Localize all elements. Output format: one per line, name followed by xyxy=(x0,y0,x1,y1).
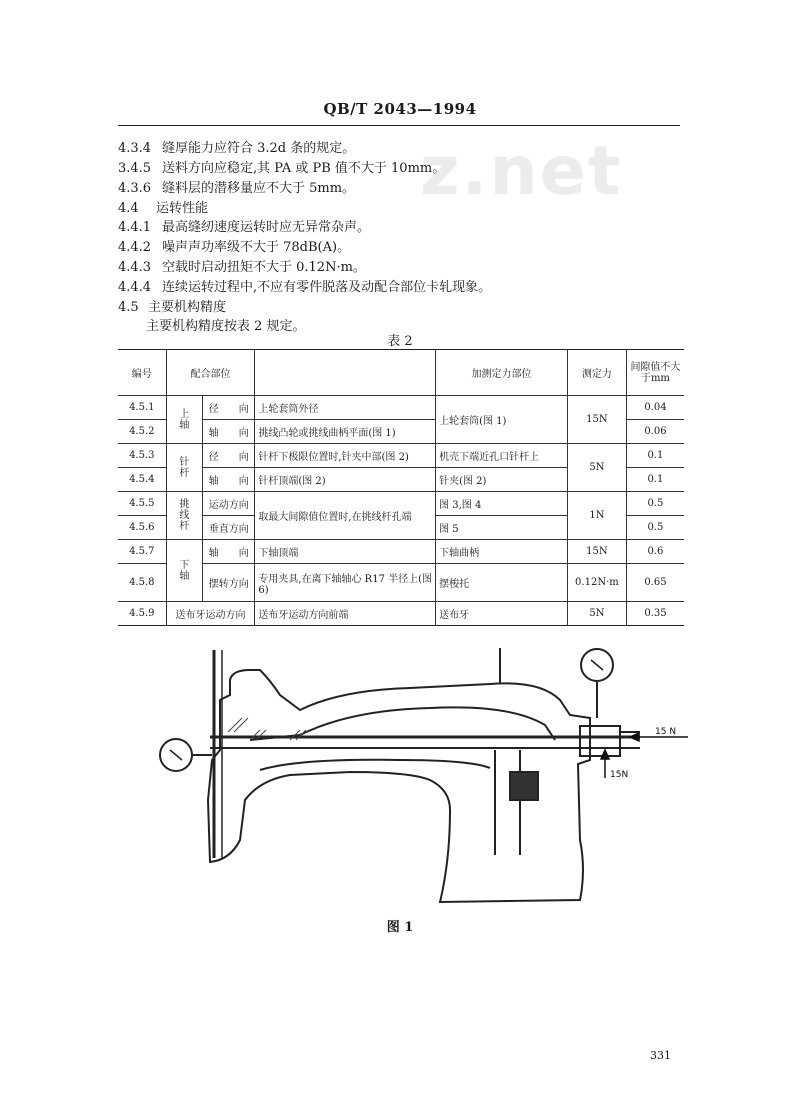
dial-gauge-right xyxy=(581,649,613,718)
cell-dir: 轴 向 xyxy=(203,468,255,492)
clause-4-4-4: 4.4.4 连续运转过程中,不应有零件脱落及动配合部位卡轧现象。 xyxy=(118,280,492,295)
cell-load: 上轮套筒(图 1) xyxy=(436,396,568,444)
cell-dir: 径 向 xyxy=(203,396,255,420)
cell-load: 送布牙 xyxy=(436,602,568,626)
cell-desc: 针杆顶端(图 2) xyxy=(255,468,436,492)
presser-block xyxy=(510,772,538,800)
cell-desc: 下轴顶端 xyxy=(255,540,436,564)
clause-4-4: 4.4 运转性能 xyxy=(118,201,209,216)
table-row xyxy=(118,540,684,564)
table-row xyxy=(118,564,684,602)
cell-desc: 专用夹具,在离下轴轴心 R17 半径上(图 6) xyxy=(255,564,436,602)
header-part: 配合部位 xyxy=(166,350,255,396)
cell-gap: 0.5 xyxy=(626,516,684,540)
cell-gap: 0.65 xyxy=(626,564,684,602)
page-number: 331 xyxy=(650,1049,671,1062)
cell-gap: 0.35 xyxy=(626,602,684,626)
watermark: z.net xyxy=(420,132,623,211)
cell-part: 送布牙运动方向 xyxy=(166,602,255,626)
intro-text: 主要机构精度按表 2 规定。 xyxy=(146,319,306,334)
cell-num: 4.5.9 xyxy=(118,602,166,626)
cell-desc: 取最大间隙值位置时,在挑线杆孔端 xyxy=(255,492,436,540)
cell-group: 针杆 xyxy=(166,444,203,492)
force-label-down: 15N xyxy=(610,770,629,780)
arm-inner-contour xyxy=(250,707,555,740)
cell-desc: 送布牙运动方向前端 xyxy=(255,602,436,626)
dial-gauge-left xyxy=(160,739,212,771)
cell-group: 挑线杆 xyxy=(166,492,203,540)
cell-num: 4.5.7 xyxy=(118,540,166,564)
cell-dir: 垂直方向 xyxy=(203,516,255,540)
standard-code: QB/T 2043—1994 xyxy=(323,100,477,118)
figure-caption: 图 1 xyxy=(386,920,414,935)
cell-desc: 挑线凸轮或挑线曲柄平面(图 1) xyxy=(255,420,436,444)
header-rule xyxy=(118,125,680,126)
cell-num: 4.5.4 xyxy=(118,468,166,492)
cell-group: 上轴 xyxy=(166,396,203,444)
cell-force: 5N xyxy=(567,602,626,626)
cell-gap: 0.06 xyxy=(626,420,684,444)
cell-dir: 轴 向 xyxy=(203,540,255,564)
cell-force: 5N xyxy=(567,444,626,492)
cell-force: 0.12N·m xyxy=(567,564,626,602)
force-arrow-down xyxy=(601,750,609,778)
cell-gap: 0.1 xyxy=(626,444,684,468)
cell-load: 针夹(图 2) xyxy=(436,468,568,492)
clause-3-4-5: 3.4.5 送料方向应稳定,其 PA 或 PB 值不大于 10mm。 xyxy=(118,161,446,176)
cell-num: 4.5.2 xyxy=(118,420,166,444)
cell-num: 4.5.3 xyxy=(118,444,166,468)
clause-4-4-2: 4.4.2 噪声声功率级不大于 78dB(A)。 xyxy=(118,240,351,255)
table-row xyxy=(118,444,684,468)
table-row xyxy=(118,396,684,420)
clause-4-4-1: 4.4.1 最高缝纫速度运转时应无异常杂声。 xyxy=(118,220,371,235)
cell-gap: 0.1 xyxy=(626,468,684,492)
clause-4-3-6: 4.3.6 缝料层的潜移量应不大于 5mm。 xyxy=(118,181,356,196)
cell-num: 4.5.8 xyxy=(118,564,166,602)
table-row xyxy=(118,602,684,626)
force-label-right: 15 N xyxy=(655,727,677,737)
cell-desc: 针杆下极限位置时,针夹中部(图 2) xyxy=(255,444,436,468)
header-load: 加测定力部位 xyxy=(436,350,568,396)
cell-gap: 0.5 xyxy=(626,492,684,516)
sewing-machine-diagram xyxy=(150,640,690,910)
cell-load: 图 3,图 4 xyxy=(436,492,568,516)
cell-load: 下轴曲柄 xyxy=(436,540,568,564)
clause-4-4-3: 4.4.3 空载时启动扭矩不大于 0.12N·m。 xyxy=(118,260,366,275)
cell-group: 下轴 xyxy=(166,540,203,602)
table-caption: 表 2 xyxy=(387,334,413,349)
cell-num: 4.5.1 xyxy=(118,396,166,420)
header-desc xyxy=(255,350,436,396)
header-num: 编号 xyxy=(118,350,166,396)
precision-table xyxy=(118,349,684,626)
cell-gap: 0.04 xyxy=(626,396,684,420)
cell-load: 机壳下端近孔口针杆上 xyxy=(436,444,568,468)
header-force: 测定力 xyxy=(567,350,626,396)
cell-gap: 0.6 xyxy=(626,540,684,564)
clause-4-3-4: 4.3.4 缝厚能力应符合 3.2d 条的规定。 xyxy=(118,141,356,156)
cell-dir: 运动方向 xyxy=(203,492,255,516)
cell-num: 4.5.5 xyxy=(118,492,166,516)
table-row xyxy=(118,492,684,516)
cell-dir: 径 向 xyxy=(203,444,255,468)
arm-lower-contour xyxy=(260,760,490,770)
cell-force: 15N xyxy=(567,396,626,444)
table-header-row xyxy=(118,350,684,396)
cell-load: 图 5 xyxy=(436,516,568,540)
clause-4-5: 4.5 主要机构精度 xyxy=(118,300,227,315)
cell-force: 1N xyxy=(567,492,626,540)
cell-force: 15N xyxy=(567,540,626,564)
header-gap: 间隙值不大于mm xyxy=(626,350,684,396)
cell-num: 4.5.6 xyxy=(118,516,166,540)
cell-desc: 上轮套筒外径 xyxy=(255,396,436,420)
cell-dir: 摆转方向 xyxy=(203,564,255,602)
cell-dir: 轴 向 xyxy=(203,420,255,444)
handwheel-hub xyxy=(580,726,620,756)
cell-load: 摆梭托 xyxy=(436,564,568,602)
